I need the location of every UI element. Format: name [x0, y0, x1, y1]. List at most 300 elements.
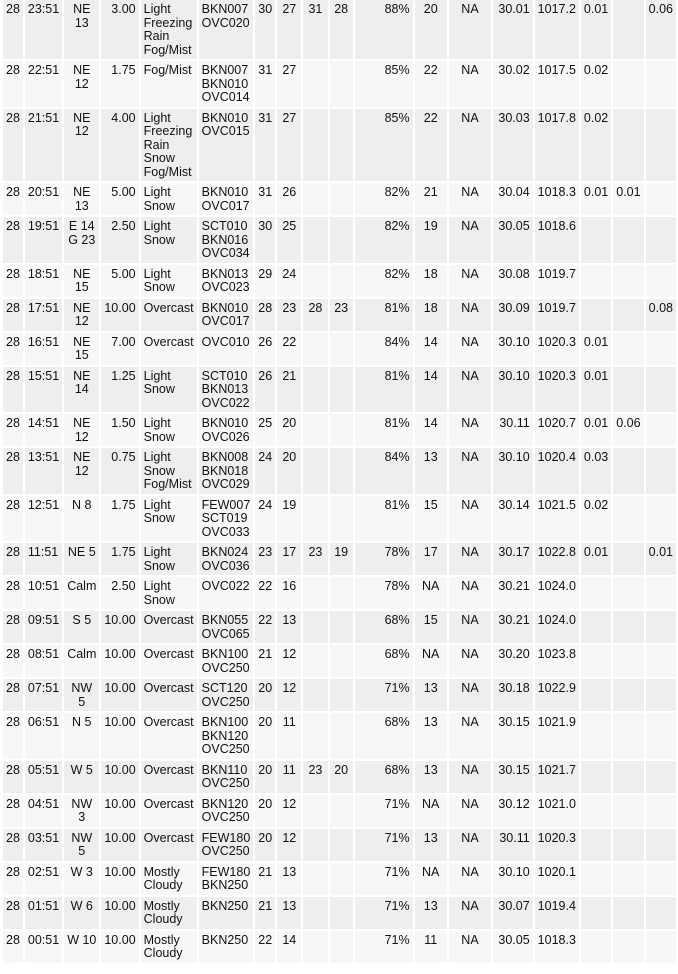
precip-1hr-cell	[581, 611, 611, 643]
sky-condition-cell: BKN010 OVC026	[199, 414, 254, 446]
sea-level-pressure-cell: 1023.8	[535, 645, 579, 677]
precip-6hr-cell	[646, 577, 676, 609]
min-temp-6hr-cell: 20	[330, 761, 353, 793]
relative-humidity-cell: 81%	[355, 496, 413, 542]
wind-chill-cell: 15	[415, 496, 447, 542]
dewpoint-cell: 12	[277, 829, 301, 861]
precip-3hr-cell	[613, 496, 643, 542]
time-cell: 03:51	[25, 829, 62, 861]
time-cell: 23:51	[25, 0, 62, 59]
sky-condition-cell: BKN100 BKN120 OVC250	[199, 713, 254, 759]
precip-6hr-cell	[646, 367, 676, 413]
heat-index-cell: NA	[449, 543, 491, 575]
precip-6hr-cell: 0.01	[646, 543, 676, 575]
precip-3hr-cell	[613, 679, 643, 711]
sky-condition-cell: SCT120 OVC250	[199, 679, 254, 711]
sky-condition-cell: BKN013 OVC023	[199, 265, 254, 297]
relative-humidity-cell: 71%	[355, 931, 413, 963]
air-temp-cell: 25	[255, 414, 275, 446]
table-row	[3, 0, 676, 59]
air-temp-cell: 21	[255, 645, 275, 677]
relative-humidity-cell: 71%	[355, 897, 413, 929]
visibility-cell: 10.00	[101, 713, 138, 759]
table-row	[3, 829, 676, 861]
air-temp-cell: 20	[255, 761, 275, 793]
weather-cell: Overcast	[141, 713, 197, 759]
altimeter-cell: 30.14	[493, 496, 533, 542]
relative-humidity-cell: 68%	[355, 611, 413, 643]
table-row	[3, 265, 676, 297]
table-row	[3, 299, 676, 331]
precip-1hr-cell	[581, 761, 611, 793]
precip-1hr-cell: 0.01	[581, 0, 611, 59]
sky-condition-cell: BKN250	[199, 897, 254, 929]
visibility-cell: 7.00	[101, 333, 138, 365]
observations-table	[1, 0, 678, 965]
precip-3hr-cell	[613, 863, 643, 895]
precip-6hr-cell	[646, 931, 676, 963]
time-cell: 20:51	[25, 183, 62, 215]
altimeter-cell: 30.04	[493, 183, 533, 215]
precip-1hr-cell	[581, 713, 611, 759]
altimeter-cell: 30.10	[493, 448, 533, 494]
table-row	[3, 183, 676, 215]
air-temp-cell: 26	[255, 367, 275, 413]
table-row	[3, 109, 676, 182]
visibility-cell: 2.50	[101, 217, 138, 263]
weather-cell: Overcast	[141, 679, 197, 711]
altimeter-cell: 30.10	[493, 367, 533, 413]
wind-cell: W 3	[64, 863, 99, 895]
precip-6hr-cell	[646, 897, 676, 929]
wind-cell: NW 3	[64, 795, 99, 827]
wind-cell: NE 12	[64, 299, 99, 331]
visibility-cell: 10.00	[101, 931, 138, 963]
air-temp-cell: 20	[255, 795, 275, 827]
wind-chill-cell: 22	[415, 61, 447, 107]
min-temp-6hr-cell	[330, 577, 353, 609]
wind-chill-cell: NA	[415, 577, 447, 609]
relative-humidity-cell: 85%	[355, 61, 413, 107]
precip-6hr-cell	[646, 611, 676, 643]
air-temp-cell: 24	[255, 448, 275, 494]
wind-chill-cell: 17	[415, 543, 447, 575]
sky-condition-cell: OVC010	[199, 333, 254, 365]
time-cell: 08:51	[25, 645, 62, 677]
max-temp-6hr-cell	[303, 183, 327, 215]
altimeter-cell: 30.15	[493, 713, 533, 759]
altimeter-cell: 30.05	[493, 217, 533, 263]
sky-condition-cell: OVC022	[199, 577, 254, 609]
relative-humidity-cell: 71%	[355, 829, 413, 861]
precip-6hr-cell	[646, 863, 676, 895]
relative-humidity-cell: 82%	[355, 183, 413, 215]
min-temp-6hr-cell	[330, 448, 353, 494]
dewpoint-cell: 16	[277, 577, 301, 609]
air-temp-cell: 28	[255, 299, 275, 331]
date-cell: 28	[3, 109, 23, 182]
altimeter-cell: 30.17	[493, 543, 533, 575]
table-row	[3, 713, 676, 759]
precip-3hr-cell	[613, 713, 643, 759]
weather-cell: Light Freezing Rain Snow Fog/Mist	[141, 109, 197, 182]
max-temp-6hr-cell: 23	[303, 543, 327, 575]
sea-level-pressure-cell: 1019.4	[535, 897, 579, 929]
dewpoint-cell: 23	[277, 299, 301, 331]
precip-1hr-cell: 0.03	[581, 448, 611, 494]
sea-level-pressure-cell: 1021.7	[535, 761, 579, 793]
visibility-cell: 5.00	[101, 265, 138, 297]
sky-condition-cell: BKN024 OVC036	[199, 543, 254, 575]
min-temp-6hr-cell: 28	[330, 0, 353, 59]
dewpoint-cell: 21	[277, 367, 301, 413]
time-cell: 05:51	[25, 761, 62, 793]
min-temp-6hr-cell	[330, 713, 353, 759]
sky-condition-cell: BKN120 OVC250	[199, 795, 254, 827]
max-temp-6hr-cell: 28	[303, 299, 327, 331]
visibility-cell: 10.00	[101, 645, 138, 677]
sky-condition-cell: BKN100 OVC250	[199, 645, 254, 677]
dewpoint-cell: 25	[277, 217, 301, 263]
altimeter-cell: 30.02	[493, 61, 533, 107]
altimeter-cell: 30.12	[493, 795, 533, 827]
max-temp-6hr-cell	[303, 713, 327, 759]
wind-cell: NE 15	[64, 333, 99, 365]
wind-cell: NE 12	[64, 414, 99, 446]
date-cell: 28	[3, 577, 23, 609]
precip-3hr-cell	[613, 217, 643, 263]
precip-1hr-cell	[581, 931, 611, 963]
time-cell: 10:51	[25, 577, 62, 609]
visibility-cell: 10.00	[101, 679, 138, 711]
precip-6hr-cell: 0.08	[646, 299, 676, 331]
max-temp-6hr-cell	[303, 265, 327, 297]
relative-humidity-cell: 82%	[355, 217, 413, 263]
precip-6hr-cell	[646, 829, 676, 861]
dewpoint-cell: 13	[277, 863, 301, 895]
sky-condition-cell: BKN010 OVC017	[199, 183, 254, 215]
air-temp-cell: 31	[255, 61, 275, 107]
min-temp-6hr-cell	[330, 183, 353, 215]
weather-cell: Light Snow Fog/Mist	[141, 448, 197, 494]
time-cell: 02:51	[25, 863, 62, 895]
max-temp-6hr-cell	[303, 109, 327, 182]
relative-humidity-cell: 81%	[355, 414, 413, 446]
precip-6hr-cell	[646, 496, 676, 542]
weather-cell: Mostly Cloudy	[141, 863, 197, 895]
visibility-cell: 10.00	[101, 863, 138, 895]
wind-chill-cell: 22	[415, 109, 447, 182]
visibility-cell: 1.75	[101, 543, 138, 575]
table-row	[3, 645, 676, 677]
date-cell: 28	[3, 713, 23, 759]
air-temp-cell: 29	[255, 265, 275, 297]
min-temp-6hr-cell	[330, 897, 353, 929]
min-temp-6hr-cell: 19	[330, 543, 353, 575]
precip-1hr-cell	[581, 679, 611, 711]
wind-cell: W 6	[64, 897, 99, 929]
precip-6hr-cell	[646, 109, 676, 182]
visibility-cell: 1.75	[101, 61, 138, 107]
wind-chill-cell: NA	[415, 863, 447, 895]
weather-cell: Overcast	[141, 611, 197, 643]
wind-chill-cell: NA	[415, 795, 447, 827]
min-temp-6hr-cell	[330, 679, 353, 711]
date-cell: 28	[3, 265, 23, 297]
relative-humidity-cell: 82%	[355, 265, 413, 297]
precip-1hr-cell: 0.01	[581, 333, 611, 365]
heat-index-cell: NA	[449, 645, 491, 677]
time-cell: 18:51	[25, 265, 62, 297]
precip-1hr-cell	[581, 829, 611, 861]
table-row	[3, 496, 676, 542]
weather-cell: Light Snow	[141, 217, 197, 263]
precip-1hr-cell: 0.02	[581, 496, 611, 542]
time-cell: 16:51	[25, 333, 62, 365]
weather-cell: Light Snow	[141, 496, 197, 542]
weather-cell: Light Freezing Rain Fog/Mist	[141, 0, 197, 59]
precip-3hr-cell	[613, 611, 643, 643]
max-temp-6hr-cell	[303, 795, 327, 827]
time-cell: 19:51	[25, 217, 62, 263]
date-cell: 28	[3, 496, 23, 542]
dewpoint-cell: 22	[277, 333, 301, 365]
relative-humidity-cell: 68%	[355, 761, 413, 793]
wind-cell: S 5	[64, 611, 99, 643]
heat-index-cell: NA	[449, 333, 491, 365]
max-temp-6hr-cell	[303, 863, 327, 895]
date-cell: 28	[3, 367, 23, 413]
min-temp-6hr-cell	[330, 829, 353, 861]
heat-index-cell: NA	[449, 761, 491, 793]
altimeter-cell: 30.18	[493, 679, 533, 711]
wind-cell: N 5	[64, 713, 99, 759]
heat-index-cell: NA	[449, 577, 491, 609]
max-temp-6hr-cell: 23	[303, 761, 327, 793]
date-cell: 28	[3, 679, 23, 711]
precip-3hr-cell	[613, 795, 643, 827]
max-temp-6hr-cell	[303, 414, 327, 446]
relative-humidity-cell: 78%	[355, 577, 413, 609]
precip-3hr-cell: 0.01	[613, 183, 643, 215]
air-temp-cell: 20	[255, 713, 275, 759]
weather-cell: Overcast	[141, 761, 197, 793]
precip-1hr-cell	[581, 863, 611, 895]
precip-1hr-cell	[581, 645, 611, 677]
weather-cell: Light Snow	[141, 543, 197, 575]
visibility-cell: 1.50	[101, 414, 138, 446]
sea-level-pressure-cell: 1019.7	[535, 265, 579, 297]
sky-condition-cell: BKN008 BKN018 OVC029	[199, 448, 254, 494]
sea-level-pressure-cell: 1020.7	[535, 414, 579, 446]
precip-6hr-cell	[646, 61, 676, 107]
dewpoint-cell: 11	[277, 713, 301, 759]
precip-1hr-cell	[581, 577, 611, 609]
relative-humidity-cell: 84%	[355, 333, 413, 365]
sky-condition-cell: FEW180 OVC250	[199, 829, 254, 861]
max-temp-6hr-cell: 31	[303, 0, 327, 59]
precip-6hr-cell	[646, 333, 676, 365]
wind-cell: NW 5	[64, 679, 99, 711]
sky-condition-cell: BKN250	[199, 931, 254, 963]
dewpoint-cell: 12	[277, 645, 301, 677]
precip-6hr-cell	[646, 713, 676, 759]
weather-cell: Light Snow	[141, 183, 197, 215]
date-cell: 28	[3, 61, 23, 107]
date-cell: 28	[3, 863, 23, 895]
date-cell: 28	[3, 333, 23, 365]
heat-index-cell: NA	[449, 217, 491, 263]
weather-cell: Overcast	[141, 333, 197, 365]
time-cell: 17:51	[25, 299, 62, 331]
visibility-cell: 2.50	[101, 577, 138, 609]
relative-humidity-cell: 71%	[355, 863, 413, 895]
weather-cell: Overcast	[141, 829, 197, 861]
precip-6hr-cell	[646, 448, 676, 494]
visibility-cell: 10.00	[101, 829, 138, 861]
wind-chill-cell: 13	[415, 761, 447, 793]
wind-cell: NE 12	[64, 448, 99, 494]
sea-level-pressure-cell: 1018.6	[535, 217, 579, 263]
heat-index-cell: NA	[449, 265, 491, 297]
dewpoint-cell: 12	[277, 679, 301, 711]
date-cell: 28	[3, 217, 23, 263]
wind-chill-cell: 13	[415, 679, 447, 711]
dewpoint-cell: 14	[277, 931, 301, 963]
heat-index-cell: NA	[449, 679, 491, 711]
weather-cell: Overcast	[141, 645, 197, 677]
table-row	[3, 611, 676, 643]
weather-cell: Fog/Mist	[141, 61, 197, 107]
precip-3hr-cell	[613, 448, 643, 494]
air-temp-cell: 21	[255, 897, 275, 929]
sea-level-pressure-cell: 1022.8	[535, 543, 579, 575]
heat-index-cell: NA	[449, 109, 491, 182]
min-temp-6hr-cell	[330, 795, 353, 827]
precip-1hr-cell	[581, 897, 611, 929]
altimeter-cell: 30.08	[493, 265, 533, 297]
time-cell: 01:51	[25, 897, 62, 929]
relative-humidity-cell: 68%	[355, 645, 413, 677]
wind-chill-cell: 11	[415, 931, 447, 963]
wind-chill-cell: 18	[415, 265, 447, 297]
visibility-cell: 5.00	[101, 183, 138, 215]
max-temp-6hr-cell	[303, 496, 327, 542]
precip-1hr-cell	[581, 795, 611, 827]
weather-cell: Light Snow	[141, 577, 197, 609]
relative-humidity-cell: 71%	[355, 795, 413, 827]
air-temp-cell: 31	[255, 183, 275, 215]
wind-chill-cell: NA	[415, 645, 447, 677]
wind-cell: W 5	[64, 761, 99, 793]
sea-level-pressure-cell: 1020.4	[535, 448, 579, 494]
min-temp-6hr-cell	[330, 217, 353, 263]
weather-cell: Mostly Cloudy	[141, 897, 197, 929]
wind-cell: NE 12	[64, 61, 99, 107]
max-temp-6hr-cell	[303, 217, 327, 263]
air-temp-cell: 30	[255, 217, 275, 263]
precip-3hr-cell	[613, 367, 643, 413]
relative-humidity-cell: 84%	[355, 448, 413, 494]
sea-level-pressure-cell: 1021.0	[535, 795, 579, 827]
precip-3hr-cell	[613, 299, 643, 331]
min-temp-6hr-cell	[330, 931, 353, 963]
min-temp-6hr-cell	[330, 645, 353, 677]
heat-index-cell: NA	[449, 183, 491, 215]
altimeter-cell: 30.21	[493, 611, 533, 643]
wind-cell: NE 14	[64, 367, 99, 413]
dewpoint-cell: 27	[277, 61, 301, 107]
time-cell: 11:51	[25, 543, 62, 575]
max-temp-6hr-cell	[303, 931, 327, 963]
altimeter-cell: 30.15	[493, 761, 533, 793]
sea-level-pressure-cell: 1018.3	[535, 183, 579, 215]
wind-chill-cell: 13	[415, 897, 447, 929]
time-cell: 22:51	[25, 61, 62, 107]
min-temp-6hr-cell: 23	[330, 299, 353, 331]
altimeter-cell: 30.20	[493, 645, 533, 677]
sky-condition-cell: BKN007 BKN010 OVC014	[199, 61, 254, 107]
dewpoint-cell: 27	[277, 109, 301, 182]
precip-3hr-cell	[613, 0, 643, 59]
heat-index-cell: NA	[449, 299, 491, 331]
table-row	[3, 333, 676, 365]
dewpoint-cell: 17	[277, 543, 301, 575]
wind-chill-cell: 20	[415, 0, 447, 59]
precip-1hr-cell: 0.01	[581, 414, 611, 446]
max-temp-6hr-cell	[303, 333, 327, 365]
heat-index-cell: NA	[449, 61, 491, 107]
wind-chill-cell: 14	[415, 414, 447, 446]
precip-3hr-cell	[613, 61, 643, 107]
wind-cell: W 10	[64, 931, 99, 963]
sea-level-pressure-cell: 1019.7	[535, 299, 579, 331]
altimeter-cell: 30.03	[493, 109, 533, 182]
wind-chill-cell: 13	[415, 448, 447, 494]
time-cell: 14:51	[25, 414, 62, 446]
time-cell: 07:51	[25, 679, 62, 711]
dewpoint-cell: 19	[277, 496, 301, 542]
max-temp-6hr-cell	[303, 897, 327, 929]
time-cell: 13:51	[25, 448, 62, 494]
date-cell: 28	[3, 183, 23, 215]
wind-cell: N 8	[64, 496, 99, 542]
precip-3hr-cell	[613, 761, 643, 793]
heat-index-cell: NA	[449, 829, 491, 861]
precip-3hr-cell	[613, 543, 643, 575]
precip-6hr-cell: 0.06	[646, 0, 676, 59]
relative-humidity-cell: 81%	[355, 299, 413, 331]
dewpoint-cell: 20	[277, 448, 301, 494]
min-temp-6hr-cell	[330, 611, 353, 643]
air-temp-cell: 22	[255, 577, 275, 609]
min-temp-6hr-cell	[330, 496, 353, 542]
wind-cell: NE 13	[64, 183, 99, 215]
wind-cell: NW 5	[64, 829, 99, 861]
dewpoint-cell: 27	[277, 0, 301, 59]
date-cell: 28	[3, 897, 23, 929]
sea-level-pressure-cell: 1017.2	[535, 0, 579, 59]
wind-chill-cell: 13	[415, 829, 447, 861]
precip-6hr-cell	[646, 679, 676, 711]
precip-6hr-cell	[646, 414, 676, 446]
air-temp-cell: 21	[255, 863, 275, 895]
sea-level-pressure-cell: 1021.5	[535, 496, 579, 542]
wind-cell: NE 12	[64, 109, 99, 182]
visibility-cell: 0.75	[101, 448, 138, 494]
dewpoint-cell: 26	[277, 183, 301, 215]
time-cell: 15:51	[25, 367, 62, 413]
